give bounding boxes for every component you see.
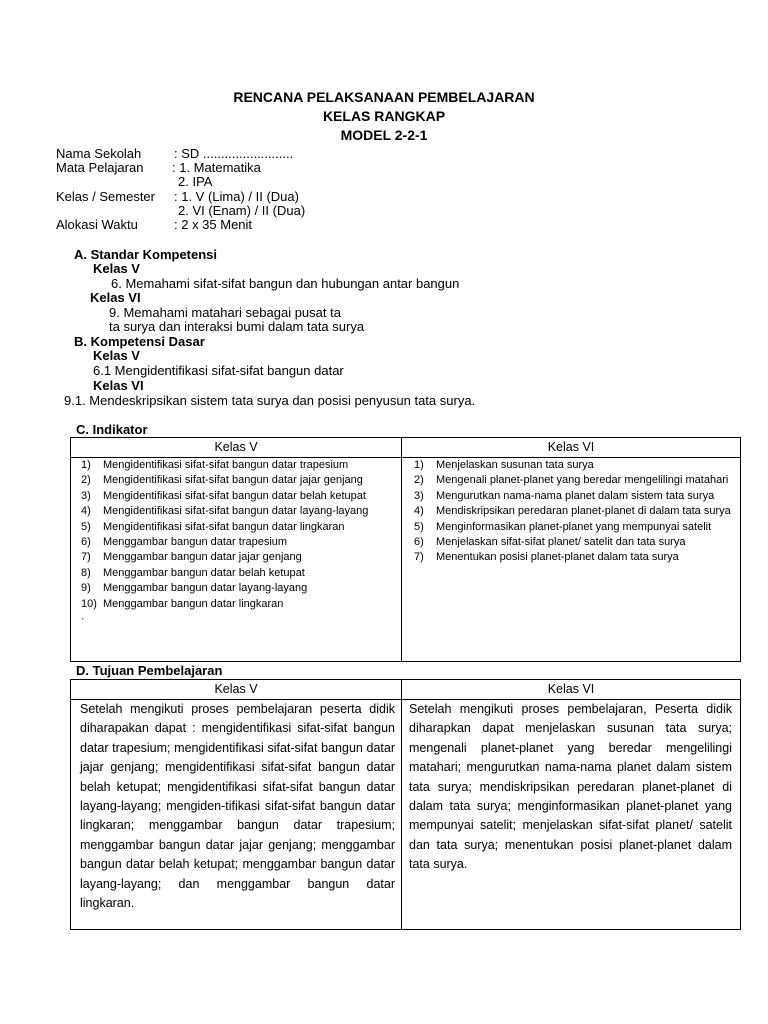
list-item [404, 520, 731, 535]
list-item-text: Menggambar bangun datar layang-layang [103, 582, 308, 595]
list-item [71, 520, 393, 535]
list-item [71, 566, 393, 581]
dasar-v-item: 6.1 Mengidentifikasi sifat-sifat bangun datar [93, 363, 344, 378]
list-item [404, 550, 731, 565]
list-item-text: Mengidentifikasi sifat-sifat bangun datar jajar genjang [103, 474, 363, 487]
list-item-number: 5) [81, 520, 91, 533]
list-item [404, 458, 731, 473]
document-model: MODEL 2-2-1 [340, 127, 428, 143]
list-item-text: Mengidentifikasi sifat-sifat bangun datar trapesium [103, 459, 349, 471]
list-item-number: 1) [81, 459, 91, 471]
list-item-number: 6) [414, 536, 424, 549]
list-item-text: Menggambar bangun datar trapesium [103, 536, 288, 549]
list-item [71, 535, 393, 550]
list-item-number: 6) [81, 536, 91, 549]
indikator-list-v [71, 458, 393, 627]
list-item-text: Menjelaskan susunan tata surya [436, 459, 594, 471]
subject-value-1: : 1. Matematika [172, 160, 261, 175]
time-label: Alokasi Waktu [56, 217, 138, 232]
standar-vi-item-2: ta surya dan interaksi bumi dalam tata surya [109, 319, 365, 334]
list-item [71, 581, 393, 596]
list-item-number: 3) [81, 489, 91, 502]
class-label: Kelas / Semester [56, 189, 155, 204]
dasar-kelas-v: Kelas V [93, 348, 140, 363]
indikator-col-v: Kelas V [214, 440, 258, 454]
standar-heading: A. Standar Kompetensi [74, 247, 218, 262]
dasar-vi-item: 9.1. Mendeskripsikan sistem tata surya dan posisi penyusun tata surya. [64, 393, 476, 408]
tujuan-col-vi: Kelas VI [547, 682, 595, 696]
list-item-text: Mengurutkan nama-nama planet dalam sistem tata surya [436, 489, 715, 502]
standar-kelas-v: Kelas V [93, 261, 140, 276]
list-item-text: Menggambar bangun datar jajar genjang [103, 551, 302, 564]
time-value: : 2 x 35 Menit [174, 217, 253, 232]
list-item-text: Mengidentifikasi sifat-sifat bangun datar layang-layang [103, 505, 369, 518]
standar-v-item: 6. Memahami sifat-sifat bangun dan hubungan antar bangun [111, 276, 460, 291]
list-item [71, 489, 393, 504]
list-item-number: 3) [414, 489, 424, 502]
list-item-text: Mengenali planet-planet yang beredar mengelilingi matahari [436, 474, 729, 487]
list-item [404, 504, 731, 519]
dasar-kelas-vi: Kelas VI [93, 378, 144, 393]
list-item-text: Menjelaskan sifat-sifat planet/ satelit dan tata surya [436, 536, 686, 549]
list-item-number: 9) [81, 582, 91, 595]
list-item [71, 458, 393, 473]
list-item-number: 2) [81, 474, 91, 487]
class-value-2: 2. VI (Enam) / II (Dua) [178, 203, 306, 218]
list-item [404, 535, 731, 550]
dasar-heading: B. Kompetensi Dasar [74, 334, 205, 349]
standar-vi-item-1: 9. Memahami matahari sebagai pusat ta [109, 305, 341, 320]
list-item-text: Mengidentifikasi sifat-sifat bangun datar belah ketupat [103, 489, 366, 502]
list-item-text: Mengidentifikasi sifat-sifat bangun datar lingkaran [103, 520, 345, 533]
class-value-1: : 1. V (Lima) / II (Dua) [174, 189, 299, 204]
subject-label: Mata Pelajaran [56, 160, 144, 175]
indikator-heading: C. Indikator [76, 422, 148, 437]
tujuan-col-v: Kelas V [214, 682, 258, 696]
list-item-number: 10) · [81, 597, 97, 626]
list-item [71, 473, 393, 488]
list-item-text: Mendiskripsikan peredaran planet-planet di dalam tata surya [436, 505, 731, 518]
list-item-number: 7) [81, 551, 91, 564]
indikator-list-vi [404, 458, 731, 566]
list-item-number: 2) [414, 474, 424, 487]
list-item-number: 7) [414, 551, 424, 564]
subject-value-2: 2. IPA [178, 174, 213, 189]
list-item [404, 489, 731, 504]
list-item [71, 504, 393, 519]
tujuan-text-v: Setelah mengikuti proses pembelajaran peserta didik diharapakan dapat : mengidentifikasi sifat-sifat bangun datar trapesium; mengidentifikasi sifat-sifat bangun datar jajar genjang; mengidentifikasi sifat-sifat bangun datar belah ketupat; mengidentifikasi sifat-sifat bangun datar layang-layang; mengiden-tifikasi sifat-sifat bangun datar lingkaran; menggambar bangun datar trapesium; menggambar bangun datar jajar genjang; menggambar bangun datar belah ketupat; menggambar bangun datar layang-layang; dan menggambar bangun datar lingkaran. [80, 702, 395, 911]
list-item [404, 473, 731, 488]
document-title: RENCANA PELAKSANAAN PEMBELAJARAN [233, 89, 535, 105]
list-item [71, 597, 393, 628]
list-item-text: Menggambar bangun datar belah ketupat [103, 566, 305, 579]
standar-kelas-vi: Kelas VI [90, 290, 141, 305]
list-item-text: Menentukan posisi planet-planet dalam tata surya [436, 551, 679, 564]
list-item-text: Menggambar bangun datar lingkaran [103, 597, 284, 610]
list-item [71, 550, 393, 565]
indikator-col-vi: Kelas VI [547, 440, 595, 454]
list-item-number: 4) [414, 505, 424, 518]
list-item-number: 4) [81, 505, 91, 518]
tujuan-table [70, 679, 741, 930]
tujuan-text-vi: Setelah mengikuti proses pembelajaran, Peserta didik diharapkan dapat menjelaskan susunan tata surya; mengenali planet-planet yang beredar mengelilingi matahari; mengurutkan nama-nama planet dalam sistem tata surya; mendiskripsikan peredaran planet-planet di dalam tata surya; menginformasikan planet-planet yang mempunyai satelit; menjelaskan sifat-sifat planet/ satelit dan tata surya; menentukan posisi planet-planet dalam tata surya. [409, 702, 732, 872]
tujuan-heading: D. Tujuan Pembelajaran [76, 663, 223, 678]
document-subtitle: KELAS RANGKAP [322, 108, 446, 124]
list-item-number: 5) [414, 520, 424, 533]
indikator-table [70, 437, 741, 662]
school-value: : SD ......................... [174, 146, 294, 161]
school-label: Nama Sekolah [56, 146, 142, 161]
list-item-text: Menginformasikan planet-planet yang mempunyai satelit [436, 520, 712, 533]
list-item-number: 1) [414, 459, 424, 471]
list-item-number: 8) [81, 566, 91, 579]
